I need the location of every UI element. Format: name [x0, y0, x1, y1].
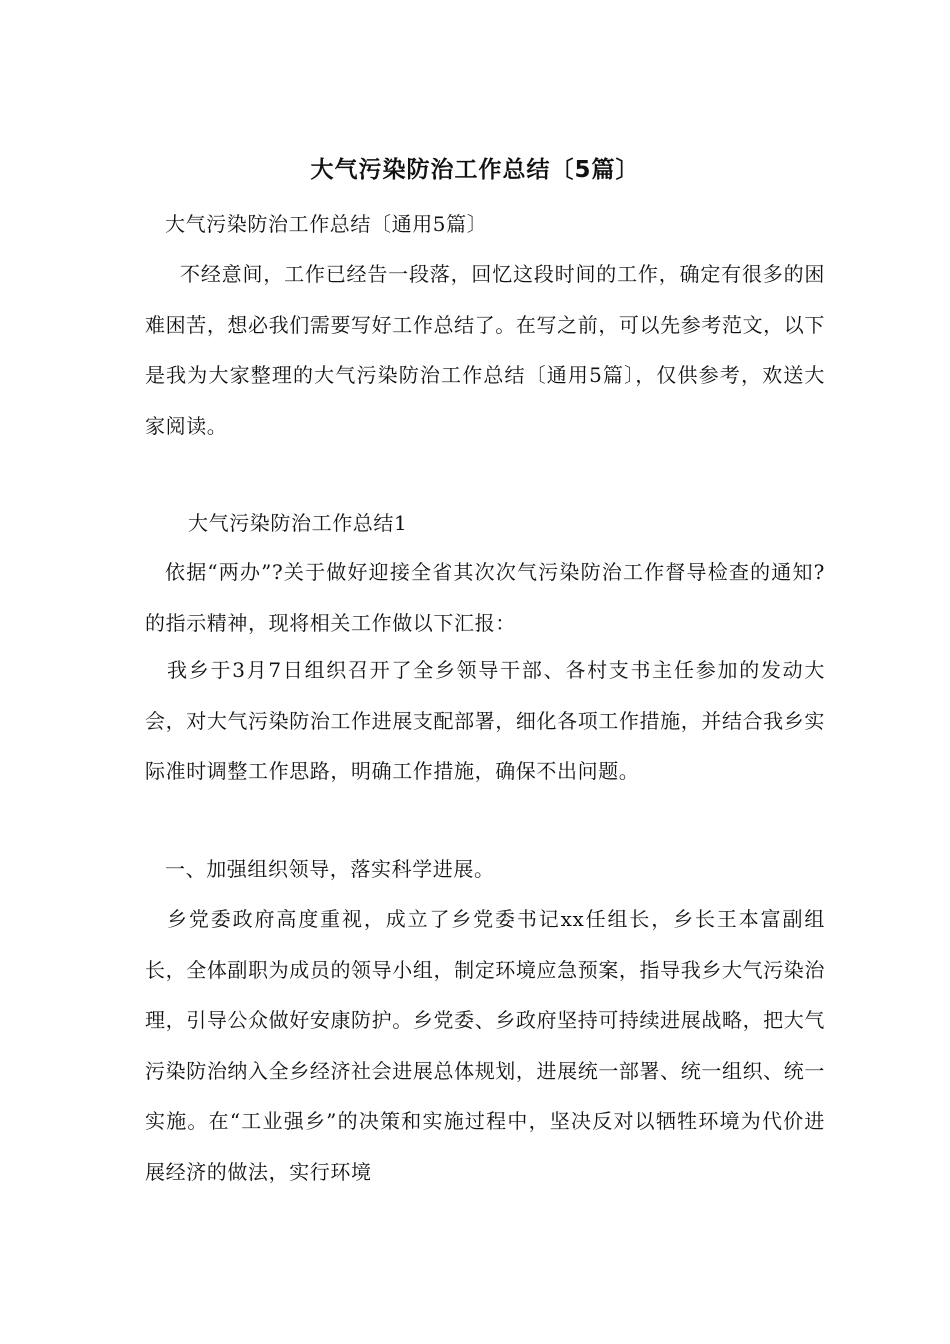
intro-paragraph: 不经意间，工作已经告一段落，回忆这段时间的工作，确定有很多的困难困苦，想必我们需要写好工作总结了。在写之前，可以先参考范文，以下是我为大家整理的大气污染防治工作总结〔通用5篇〕，仅供参考，欢送大家阅读。 [145, 262, 825, 438]
body-paragraph-2: 我乡于3月7日组织召开了全乡领导干部、各村支书主任参加的发动大会，对大气污染防治工作进展支配部署，细化各项工作措施，并结合我乡实际准时调整工作思路，明确工作措施，确保不出问题。 [145, 658, 825, 784]
document-title: 大气污染防治工作总结〔5篇〕 [310, 157, 640, 183]
document-subtitle: 大气污染防治工作总结〔通用5篇〕 [165, 212, 488, 236]
body-paragraph-3: 乡党委政府高度重视，成立了乡党委书记xx任组长，乡长王本富副组长，全体副职为成员的领导小组，制定环境应急预案，指导我乡大气污染治理，引导公众做好安康防护。乡党委、乡政府坚持可持续进展战略，把大气污染防治纳入全乡经济社会进展总体规划，进展统一部署、统一组织、统一实施。在“工业强乡”的决策和实施过程中，坚决反对以牺牲环境为代价进展经济的做法，实行环境 [145, 907, 825, 1184]
subheading-one: 一、加强组织领导，落实科学进展。 [165, 857, 495, 881]
section-heading-1: 大气污染防治工作总结1 [188, 511, 408, 535]
body-paragraph-1: 依据“两办”?关于做好迎接全省其次次气污染防治工作督导检查的通知?的指示精神，现将相关工作做以下汇报： [145, 560, 825, 635]
